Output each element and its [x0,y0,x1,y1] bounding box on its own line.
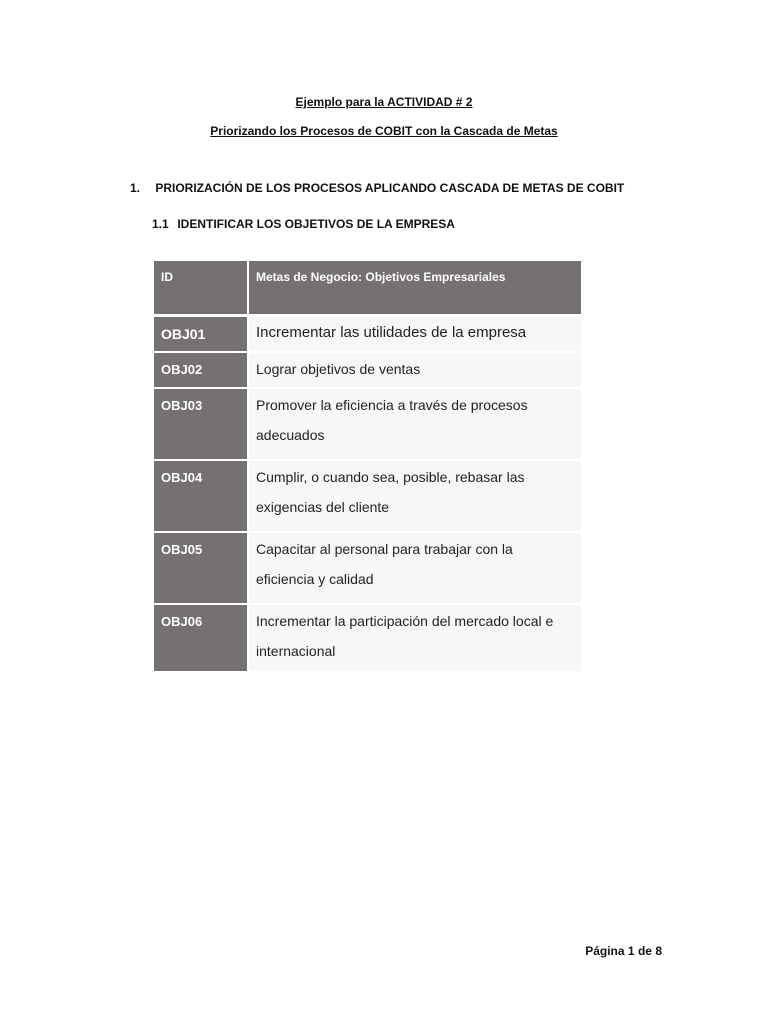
page-label: Página [585,944,625,958]
goal-description: Incrementar la participación del mercado local e internacional [249,605,581,673]
goal-id: OBJ01 [154,317,249,353]
goal-id: OBJ06 [154,605,249,673]
goal-description: Capacitar al personal para trabajar con la eficiencia y calidad [249,533,581,605]
table-row [154,389,581,461]
of-label: de [637,944,652,958]
table-row [154,533,581,605]
business-goals-table [154,261,581,673]
section-heading [130,181,624,195]
section-title: PRIORIZACIÓN DE LOS PROCESOS APLICANDO CASCADA DE METAS DE COBIT [155,181,625,195]
current-page: 1 [627,944,635,958]
goal-id: OBJ05 [154,533,249,605]
subsection-title: IDENTIFICAR LOS OBJETIVOS DE LA EMPRESA [177,217,455,231]
subsection-number: 1.1 [152,217,169,231]
table-row [154,317,581,353]
document-subtitle: Priorizando los Procesos de COBIT con la Cascada de Metas [210,124,558,138]
goal-description: Lograr objetivos de ventas [249,353,581,389]
section-number: 1. [130,181,141,195]
page-number-footer [585,944,662,958]
total-pages: 8 [655,944,662,958]
goal-id: OBJ03 [154,389,249,461]
table-header-row [154,261,581,317]
document-title: Ejemplo para la ACTIVIDAD # 2 [295,95,473,109]
goal-id: OBJ02 [154,353,249,389]
goal-id: OBJ04 [154,461,249,533]
subsection-heading [152,217,455,231]
table-row [154,461,581,533]
goal-description: Cumplir, o cuando sea, posible, rebasar las exigencias del cliente [249,461,581,533]
table-row [154,605,581,673]
goal-column-header: Metas de Negocio: Objetivos Empresariales [249,261,581,317]
goal-description: Promover la eficiencia a través de procesos adecuados [249,389,581,461]
table-row [154,353,581,389]
id-column-header: ID [154,261,249,317]
goal-description: Incrementar las utilidades de la empresa [249,317,581,353]
